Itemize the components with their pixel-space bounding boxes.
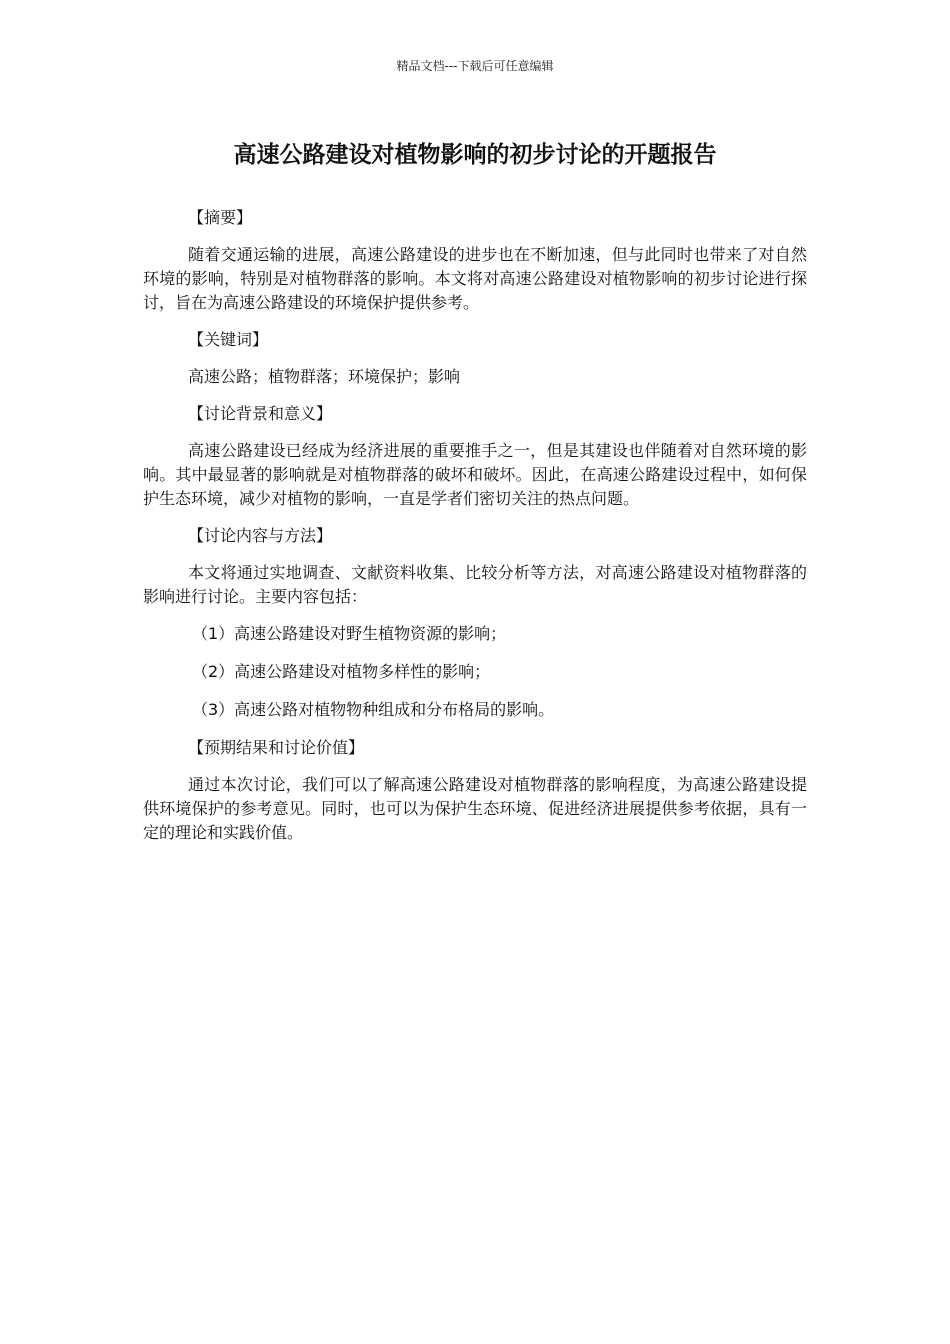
methods-heading: 【讨论内容与方法】 <box>188 526 333 545</box>
background-heading: 【讨论背景和意义】 <box>188 404 333 423</box>
abstract-text: 随着交通运输的进展，高速公路建设的进步也在不断加速，但与此同时也带来了对自然环境的影响，特别是对植物群落的影响。本文将对高速公路建设对植物影响的初步讨论进行探讨，旨在为高速公路建设的环境保护提供参考。 <box>143 245 807 312</box>
expected-text: 通过本次讨论，我们可以了解高速公路建设对植物群落的影响程度，为高速公路建设提供环境保护的参考意见。同时，也可以为保护生态环境、促进经济进展提供参考依据，具有一定的理论和实践价值。 <box>143 775 807 842</box>
abstract-heading: 【摘要】 <box>188 208 253 227</box>
keywords-heading: 【关键词】 <box>188 330 269 349</box>
document-body <box>143 206 807 858</box>
document-title: 高速公路建设对植物影响的初步讨论的开题报告 <box>233 142 717 168</box>
list-item: （1）高速公路建设对野生植物资源的影响； <box>192 624 507 643</box>
header-note: 精品文档---下载后可任意编辑 <box>396 59 554 73</box>
background-text: 高速公路建设已经成为经济进展的重要推手之一，但是其建设也伴随着对自然环境的影响。其中最显著的影响就是对植物群落的破坏和破坏。因此，在高速公路建设过程中，如何保护生态环境，减少对植物的影响，一直是学者们密切关注的热点问题。 <box>143 441 807 508</box>
methods-text: 本文将通过实地调查、文献资料收集、比较分析等方法，对高速公路建设对植物群落的影响进行讨论。主要内容包括： <box>143 563 807 606</box>
expected-heading: 【预期结果和讨论价值】 <box>188 738 365 757</box>
list-item: （2）高速公路建设对植物多样性的影响； <box>192 662 491 681</box>
keywords-text: 高速公路；植物群落；环境保护；影响 <box>188 367 461 386</box>
list-item: （3）高速公路对植物物种组成和分布格局的影响。 <box>192 700 555 719</box>
